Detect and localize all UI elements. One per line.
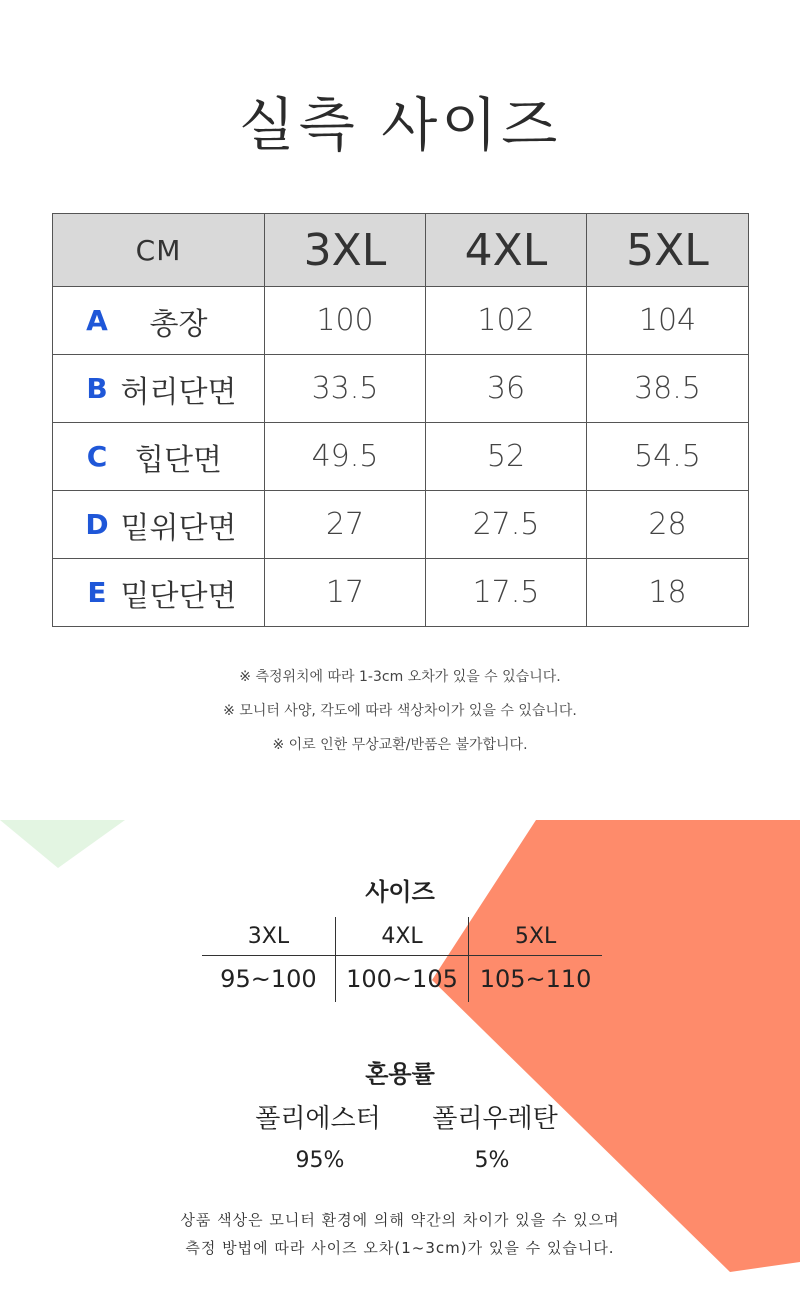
green-decorative-triangle	[0, 820, 125, 868]
table-cell: 100	[265, 287, 426, 355]
size-label: 5XL	[469, 917, 602, 956]
row-letter: A	[86, 304, 108, 337]
table-cell: 28	[587, 491, 749, 559]
size-section-heading: 사이즈	[365, 878, 435, 906]
table-cell: 17.5	[426, 559, 587, 627]
material-percent: 95%	[295, 1148, 345, 1173]
size-range-value-row	[202, 956, 602, 1003]
disclaimer-line: 상품 색상은 모니터 환경에 의해 약간의 차이가 있을 수 있으며	[180, 1211, 620, 1229]
size-range-header-row	[202, 917, 602, 956]
table-cell: 102	[426, 287, 587, 355]
size-header-4xl: 4XL	[426, 214, 587, 287]
table-cell: 104	[587, 287, 749, 355]
table-cell: 54.5	[587, 423, 749, 491]
row-letter: B	[86, 372, 108, 405]
size-range-value: 95~100	[220, 965, 317, 993]
table-cell: 27.5	[426, 491, 587, 559]
color-disclaimer	[0, 1206, 800, 1262]
material-percent: 5%	[474, 1148, 510, 1173]
size-header-5xl: 5XL	[587, 214, 749, 287]
size-range-value: 100~105	[335, 956, 468, 1003]
table-cell: 52	[426, 423, 587, 491]
disclaimer-line: 측정 방법에 따라 사이즈 오차(1~3cm)가 있을 수 있습니다.	[185, 1239, 615, 1257]
table-cell: 17	[265, 559, 426, 627]
size-label: 3XL	[202, 917, 335, 956]
table-cell: 49.5	[265, 423, 426, 491]
row-letter: C	[86, 440, 108, 473]
row-letter: D	[85, 508, 109, 541]
fabric-section-heading: 혼용률	[365, 1060, 435, 1088]
unit-header: CM	[53, 214, 265, 287]
table-cell: 38.5	[587, 355, 749, 423]
page-title: 실측 사이즈	[238, 91, 562, 159]
row-label: 힙단면	[135, 442, 222, 478]
material-name: 폴리우레탄	[432, 1104, 558, 1134]
note-line: ※ 모니터 사양, 각도에 따라 색상차이가 있을 수 있습니다.	[223, 703, 577, 719]
note-line: ※ 이로 인한 무상교환/반품은 불가합니다.	[272, 737, 528, 753]
row-label: 총장	[149, 306, 208, 342]
note-line: ※ 측정위치에 따라 1-3cm 오차가 있을 수 있습니다.	[239, 669, 561, 685]
table-cell: 18	[587, 559, 749, 627]
row-label: 허리단면	[120, 374, 237, 410]
table-cell: 33.5	[265, 355, 426, 423]
size-range-value: 105~110	[469, 956, 602, 1003]
material-name: 폴리에스터	[255, 1104, 381, 1134]
size-label: 4XL	[335, 917, 468, 956]
size-header-3xl: 3XL	[265, 214, 426, 287]
size-range-table	[202, 917, 602, 1002]
row-label: 밑단단면	[120, 578, 237, 614]
row-label: 밑위단면	[120, 510, 237, 546]
table-cell: 27	[265, 491, 426, 559]
table-cell: 36	[426, 355, 587, 423]
row-letter: E	[87, 576, 107, 609]
